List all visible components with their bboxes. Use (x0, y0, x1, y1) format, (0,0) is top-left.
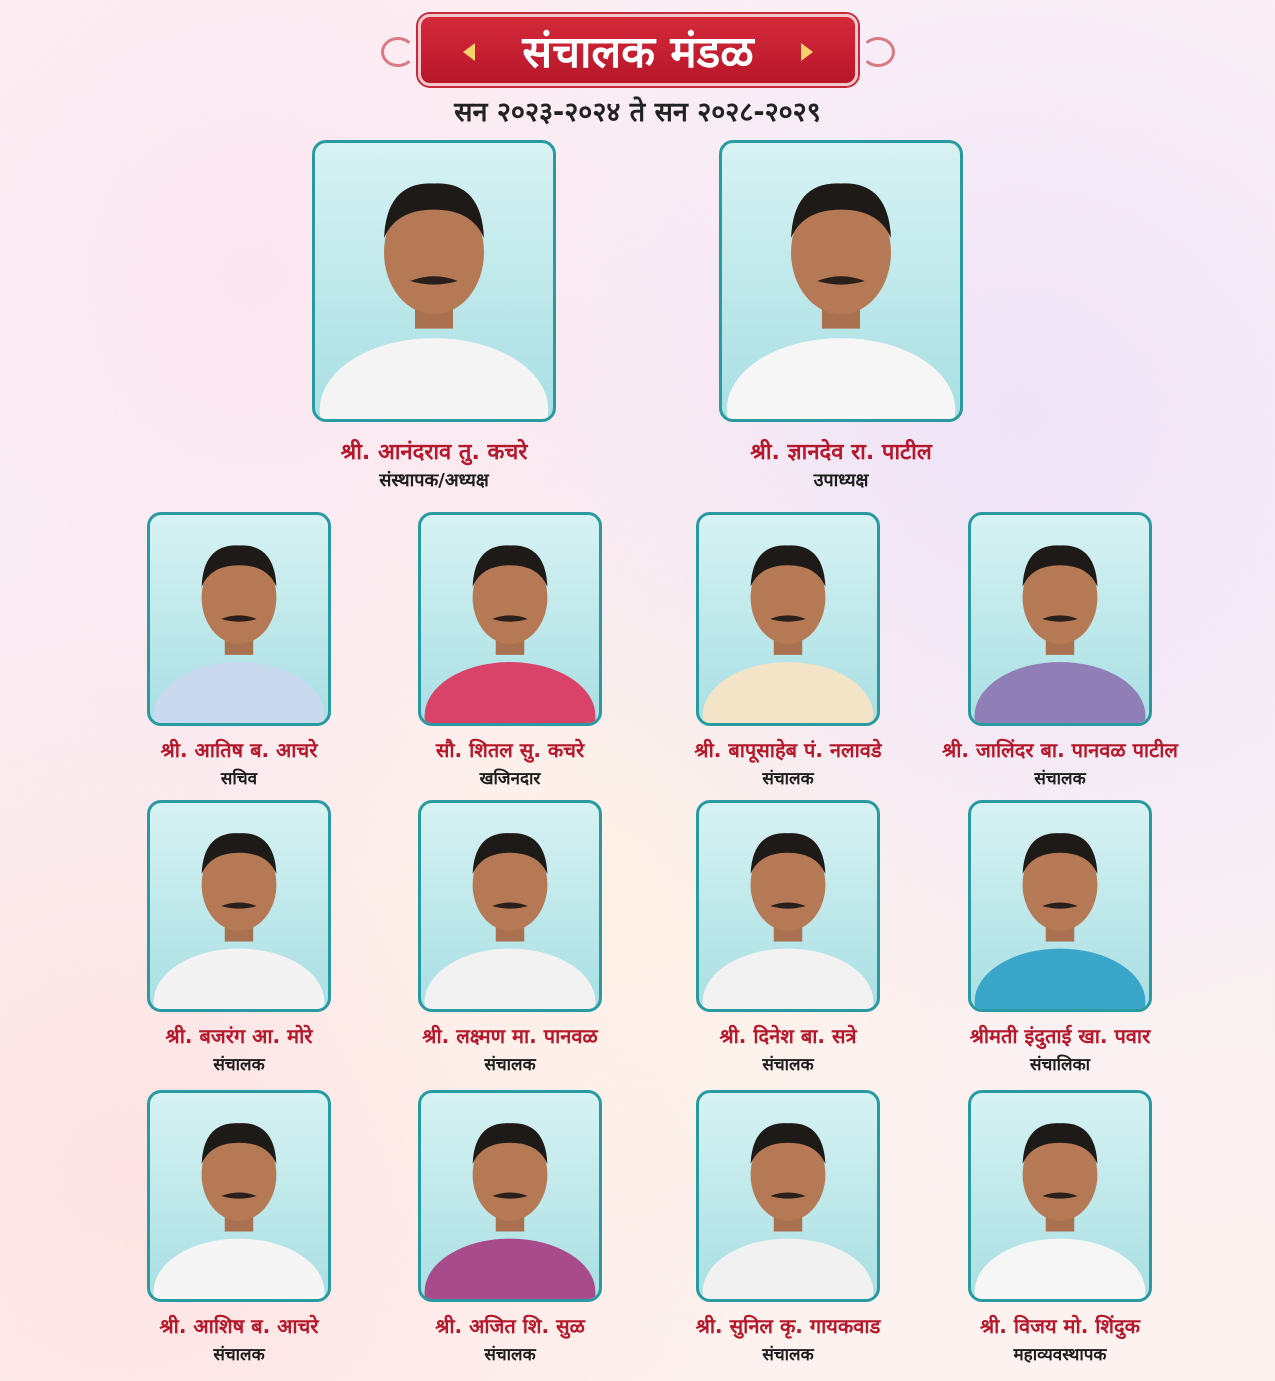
member-role: संचालक (762, 1055, 814, 1075)
member-photo (312, 140, 556, 422)
member-card (244, 140, 624, 502)
member-photo (696, 1090, 880, 1302)
arrow-right-icon (801, 43, 813, 61)
member-role: संचालक (762, 1345, 814, 1365)
member-card (910, 512, 1210, 806)
person-portrait-icon (971, 803, 1149, 1009)
member-name: श्रीमती इंदुताई खा. पवार (969, 1024, 1151, 1048)
person-portrait-icon (421, 1093, 599, 1299)
page-title: संचालक मंडळ (522, 27, 754, 78)
member-role: संचालिका (1029, 1055, 1091, 1075)
member-card (638, 1090, 938, 1381)
flourish-left-icon (381, 37, 415, 67)
person-portrait-icon (722, 143, 960, 419)
member-photo (696, 800, 880, 1012)
title-banner (418, 14, 858, 86)
member-card (638, 800, 938, 1092)
member-role: संस्थापक/अध्यक्ष (379, 470, 489, 491)
member-card (360, 512, 660, 806)
flourish-right-icon (861, 37, 895, 67)
member-photo (147, 512, 331, 726)
member-role: महाव्यवस्थापक (1013, 1345, 1107, 1365)
member-photo (418, 512, 602, 726)
page-subtitle: सन २०२३-२०२४ ते सन २०२८-२०२९ (454, 97, 821, 128)
member-name: श्री. सुनिल कृ. गायकवाड (695, 1314, 881, 1338)
member-photo (968, 800, 1152, 1012)
member-photo (147, 1090, 331, 1302)
member-photo (719, 140, 963, 422)
member-card (89, 800, 389, 1092)
arrow-left-icon (463, 43, 475, 61)
member-photo (147, 800, 331, 1012)
member-role: संचालक (1034, 769, 1086, 789)
person-portrait-icon (421, 515, 599, 723)
person-portrait-icon (971, 515, 1149, 723)
person-portrait-icon (699, 1093, 877, 1299)
member-card (910, 800, 1210, 1092)
member-name: श्री. जालिंदर बा. पानवळ पाटील (942, 738, 1178, 762)
member-photo (968, 512, 1152, 726)
member-card (360, 800, 660, 1092)
person-portrait-icon (150, 803, 328, 1009)
person-portrait-icon (699, 803, 877, 1009)
member-card (89, 1090, 389, 1381)
member-photo (418, 1090, 602, 1302)
member-role: उपाध्यक्ष (813, 470, 869, 491)
member-name: श्री. ज्ञानदेव रा. पाटील (750, 440, 932, 465)
member-card (910, 1090, 1210, 1381)
person-portrait-icon (150, 515, 328, 723)
member-photo (696, 512, 880, 726)
member-name: श्री. अजित शि. सुळ (435, 1314, 585, 1338)
member-role: संचालक (213, 1345, 265, 1365)
member-role: संचालक (484, 1055, 536, 1075)
member-card (89, 512, 389, 806)
member-role: सचिव (220, 769, 258, 789)
member-name: सौ. शितल सु. कचरे (435, 738, 585, 762)
member-photo (418, 800, 602, 1012)
member-card (651, 140, 1031, 502)
member-photo (968, 1090, 1152, 1302)
member-card (360, 1090, 660, 1381)
person-portrait-icon (150, 1093, 328, 1299)
member-name: श्री. आतिष ब. आचरे (160, 738, 318, 762)
member-name: श्री. विजय मो. शिंदुक (979, 1314, 1141, 1338)
member-name: श्री. आनंदराव तु. कचरे (340, 440, 528, 465)
member-role: खजिनदार (479, 769, 541, 789)
person-portrait-icon (315, 143, 553, 419)
person-portrait-icon (421, 803, 599, 1009)
member-name: श्री. लक्ष्मण मा. पानवळ (422, 1024, 598, 1048)
member-role: संचालक (213, 1055, 265, 1075)
member-name: श्री. बापूसाहेब पं. नलावडे (694, 738, 882, 762)
member-name: श्री. बजरंग आ. मोरे (165, 1024, 313, 1048)
member-card (638, 512, 938, 806)
member-name: श्री. दिनेश बा. सत्रे (719, 1024, 857, 1048)
member-role: संचालक (762, 769, 814, 789)
member-role: संचालक (484, 1345, 536, 1365)
person-portrait-icon (699, 515, 877, 723)
member-name: श्री. आशिष ब. आचरे (159, 1314, 319, 1338)
person-portrait-icon (971, 1093, 1149, 1299)
